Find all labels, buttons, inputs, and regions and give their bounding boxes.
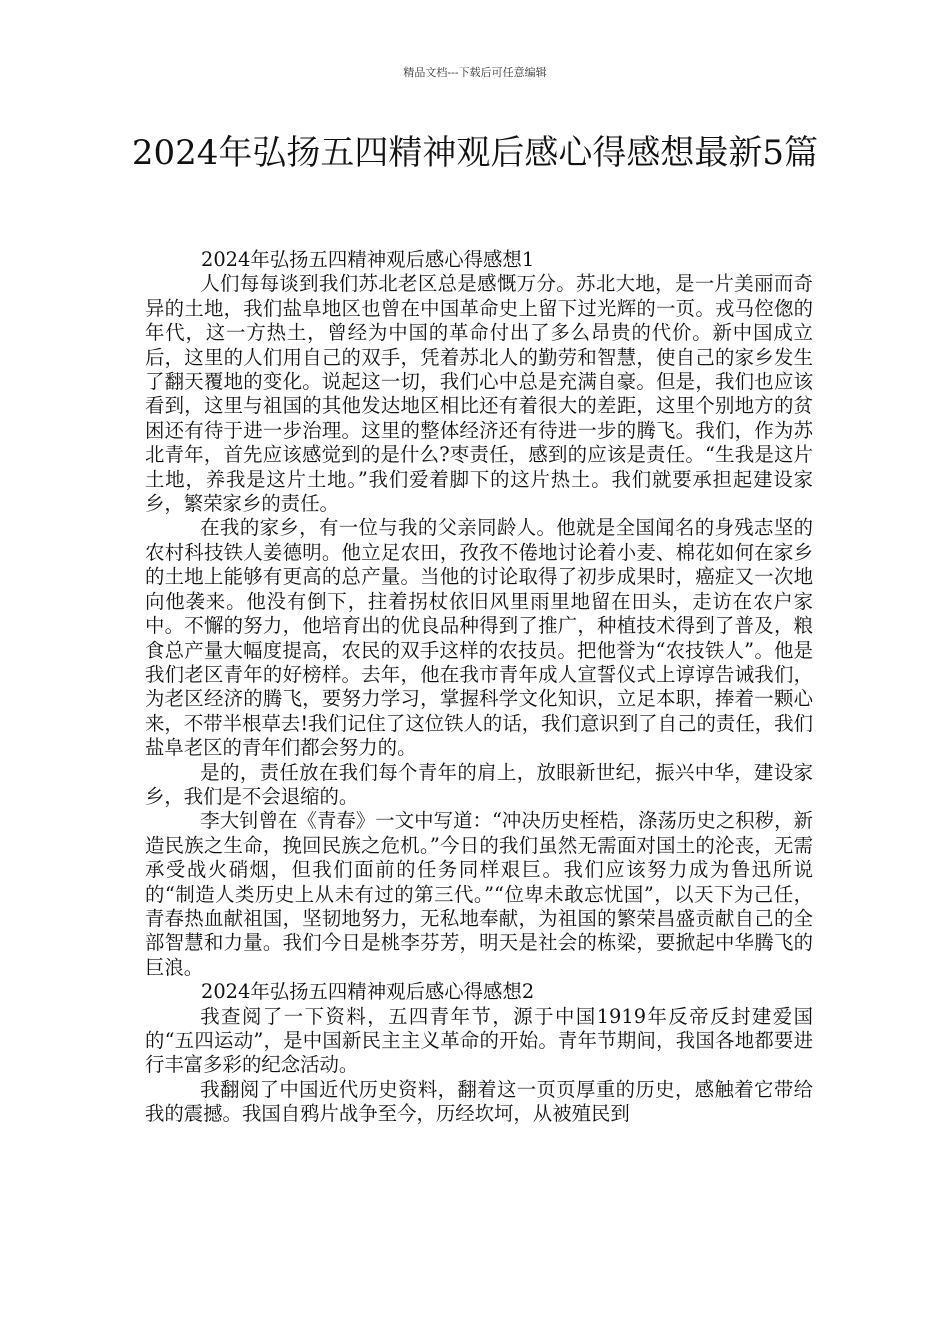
body-paragraph: 我翻阅了中国近代历史资料，翻着这一页页厚重的历史，感触着它带给我的震撼。我国自鸦片战争至今，历经坎坷，从被殖民到 xyxy=(145,1077,813,1126)
section-heading: 2024年弘扬五四精神观后感心得感想1 xyxy=(201,248,535,271)
page-header-note: 精品文档---下载后可任意编辑 xyxy=(403,66,547,79)
document-body xyxy=(145,248,813,1127)
body-paragraph: 是的，责任放在我们每个青年的肩上，放眼新世纪，振兴中华，建设家乡，我们是不会退缩的。 xyxy=(145,760,813,808)
body-paragraph: 在我的家乡，有一位与我的父亲同龄人。他就是全国闻名的身残志坚的农村科技铁人姜德明。他立足农田，孜孜不倦地讨论着小麦、棉花如何在家乡的土地上能够有更高的总产量。当他的讨论取得了初步成果时，癌症又一次地向他袭来。他没有倒下，拄着拐杖依旧风里雨里地留在田头，走访在农户家中。不懈的努力，他培育出的优良品种得到了推广，种植技术得到了普及，粮食总产量大幅度提高，农民的双手这样的农技员。把他誉为“农技铁人”。他是我们老区青年的好榜样。去年，他在我市青年成人宣誓仪式上谆谆告诫我们，为老区经济的腾飞，要努力学习，掌握科学文化知识，立足本职，捧着一颗心来，不带半根草去!我们记住了这位铁人的话，我们意识到了自己的责任，我们盐阜老区的青年们都会努力的。 xyxy=(145,516,813,760)
document-title: 2024年弘扬五四精神观后感心得感想最新5篇 xyxy=(131,133,819,173)
section-heading: 2024年弘扬五四精神观后感心得感想2 xyxy=(201,980,535,1004)
body-paragraph: 我查阅了一下资料，五四青年节，源于中国1919年反帝反封建爱国的“五四运动”，是中国新民主主义革命的开始。青年节期间，我国各地都要进行丰富多彩的纪念活动。 xyxy=(145,1004,813,1077)
body-paragraph: 李大钊曾在《青春》一文中写道：“冲决历史桎梏，涤荡历史之积秽，新造民族之生命，挽回民族之危机。”今日的我们虽然无需面对国土的沦丧，无需承受战火硝烟，但我们面前的任务同样艰巨。我们应该努力成为鲁迅所说的“制造人类历史上从未有过的第三代。”“位卑未敢忘忧国”，以天下为己任，青春热血献祖国，坚韧地努力，无私地奉献，为祖国的繁荣昌盛贡献自己的全部智慧和力量。我们今日是桃李芬芳，明天是社会的栋梁，要掀起中华腾飞的巨浪。 xyxy=(145,809,813,979)
body-paragraph: 人们每每谈到我们苏北老区总是感慨万分。苏北大地，是一片美丽而奇异的土地，我们盐阜地区也曾在中国革命史上留下过光辉的一页。戎马倥偬的年代，这一方热土，曾经为中国的革命付出了多么昂贵的代价。新中国成立后，这里的人们用自己的双手，凭着苏北人的勤劳和智慧，使自己的家乡发生了翻天覆地的变化。说起这一切，我们心中总是充满自豪。但是，我们也应该看到，这里与祖国的其他发达地区相比还有着很大的差距，这里个别地方的贫困还有待于进一步治理。这里的整体经济还有待进一步的腾飞。我们，作为苏北青年，首先应该感觉到的是什么?枣责任，感到的应该是责任。“生我是这片土地，养我是这片土地。”我们爱着脚下的这片热土。我们就要承担起建设家乡，繁荣家乡的责任。 xyxy=(145,272,813,516)
